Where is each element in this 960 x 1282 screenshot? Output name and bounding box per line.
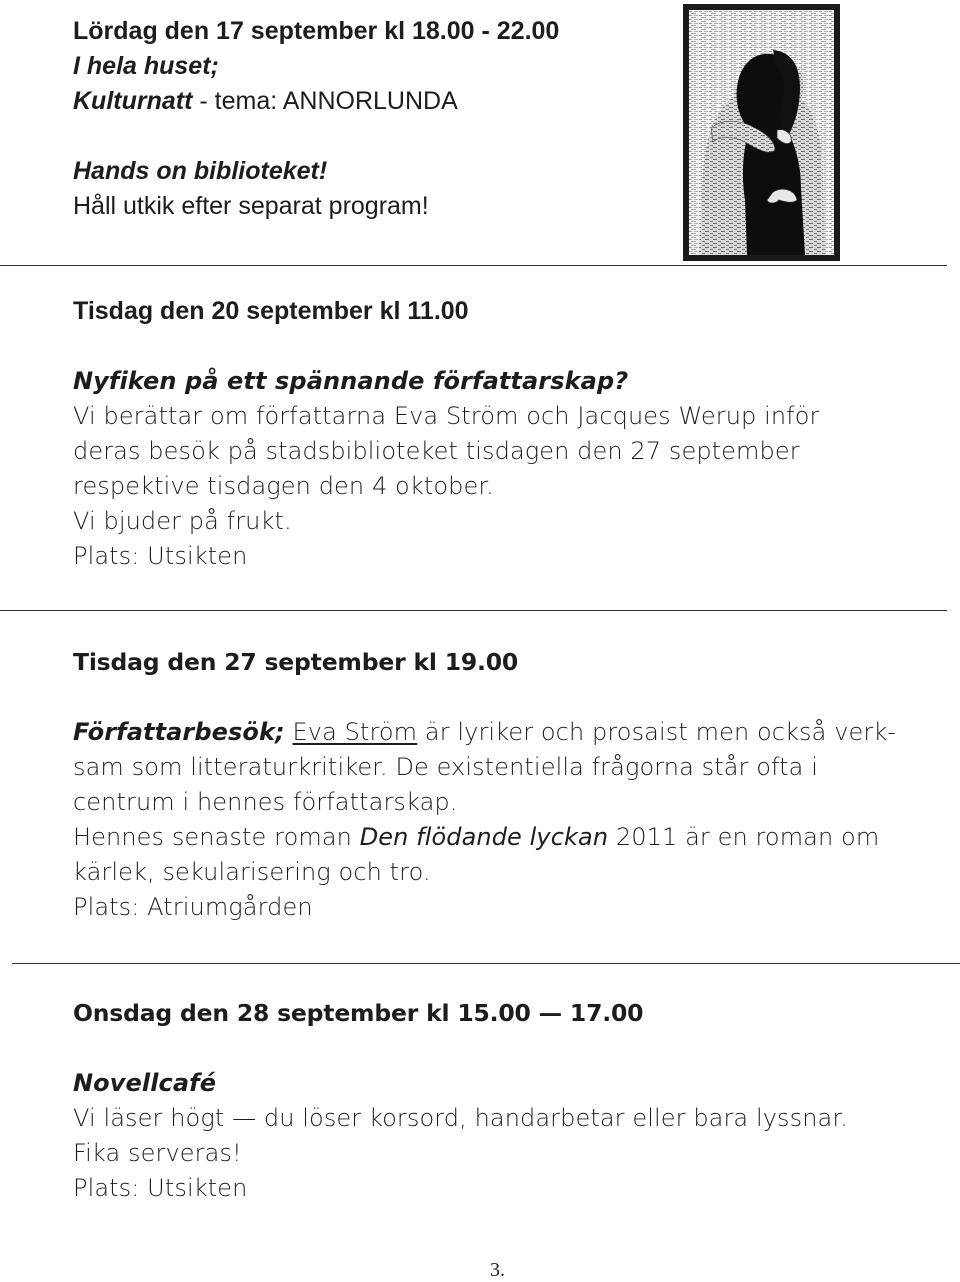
- event-title-line: [73, 84, 559, 119]
- section-divider: [12, 963, 960, 964]
- event-date: Lördag den 17 september kl 18.00 - 22.00: [73, 17, 560, 45]
- body-line: Vi berättar om författarna Eva Ström och Jacques Werup inför: [73, 402, 820, 430]
- event-label: Författarbesök;: [73, 718, 285, 746]
- book-title: Den flödande lyckan: [359, 823, 609, 851]
- event-title: Novellcafé: [73, 1069, 217, 1097]
- body-line: sam som litteraturkritiker. De existentiella frågorna står ofta i: [73, 753, 818, 781]
- body-text: Hennes senaste roman: [73, 823, 360, 851]
- artwork-mat: [689, 10, 834, 255]
- section-kulturnatt: [73, 14, 559, 224]
- event-date: Tisdag den 27 september kl 19.00: [73, 648, 519, 676]
- page-number: 3.: [490, 1259, 505, 1281]
- body-line: deras besök på stadsbiblioteket tisdagen den 27 september: [73, 437, 800, 465]
- body-line: Vi bjuder på frukt.: [73, 507, 292, 535]
- event-title: Nyfiken på ett spännande författarskap?: [73, 367, 629, 395]
- body-line: [73, 715, 896, 750]
- author-name: Eva Ström: [292, 718, 418, 746]
- hands-on-text: Håll utkik efter separat program!: [73, 192, 429, 220]
- body-line: kärlek, sekularisering och tro.: [73, 858, 431, 886]
- body-line: [73, 820, 896, 855]
- event-location: Plats: Atriumgården: [73, 893, 313, 921]
- body-line: Vi läser högt — du löser korsord, handarbetar eller bara lyssnar.: [73, 1104, 848, 1132]
- section-divider: [0, 610, 947, 611]
- section-authors-talk: [73, 364, 819, 574]
- hands-on-title: Hands on biblioteket!: [73, 157, 328, 185]
- body-text: 2011 är en roman om: [608, 823, 880, 851]
- embrace-artwork: [683, 4, 840, 261]
- body-line: Fika serveras!: [73, 1139, 242, 1167]
- event-title: Kulturnatt: [73, 87, 193, 115]
- event-date: Onsdag den 28 september kl 15.00 — 17.00: [73, 999, 644, 1027]
- section-divider: [0, 265, 947, 266]
- body-text: är lyriker och prosaist men också verk-: [417, 718, 897, 746]
- spacer: [73, 119, 559, 154]
- event-theme: - tema: ANNORLUNDA: [192, 87, 458, 115]
- event-location: Plats: Utsikten: [73, 542, 248, 570]
- event-location: I hela huset;: [73, 52, 219, 80]
- embracing-couple-illustration: [689, 10, 834, 255]
- section-author-visit: [73, 715, 896, 925]
- body-line: centrum i hennes författarskap.: [73, 788, 458, 816]
- event-location: Plats: Utsikten: [73, 1174, 248, 1202]
- section-novellcafe: [73, 1066, 848, 1206]
- body-line: respektive tisdagen den 4 oktober.: [73, 472, 494, 500]
- event-date: Tisdag den 20 september kl 11.00: [73, 297, 469, 325]
